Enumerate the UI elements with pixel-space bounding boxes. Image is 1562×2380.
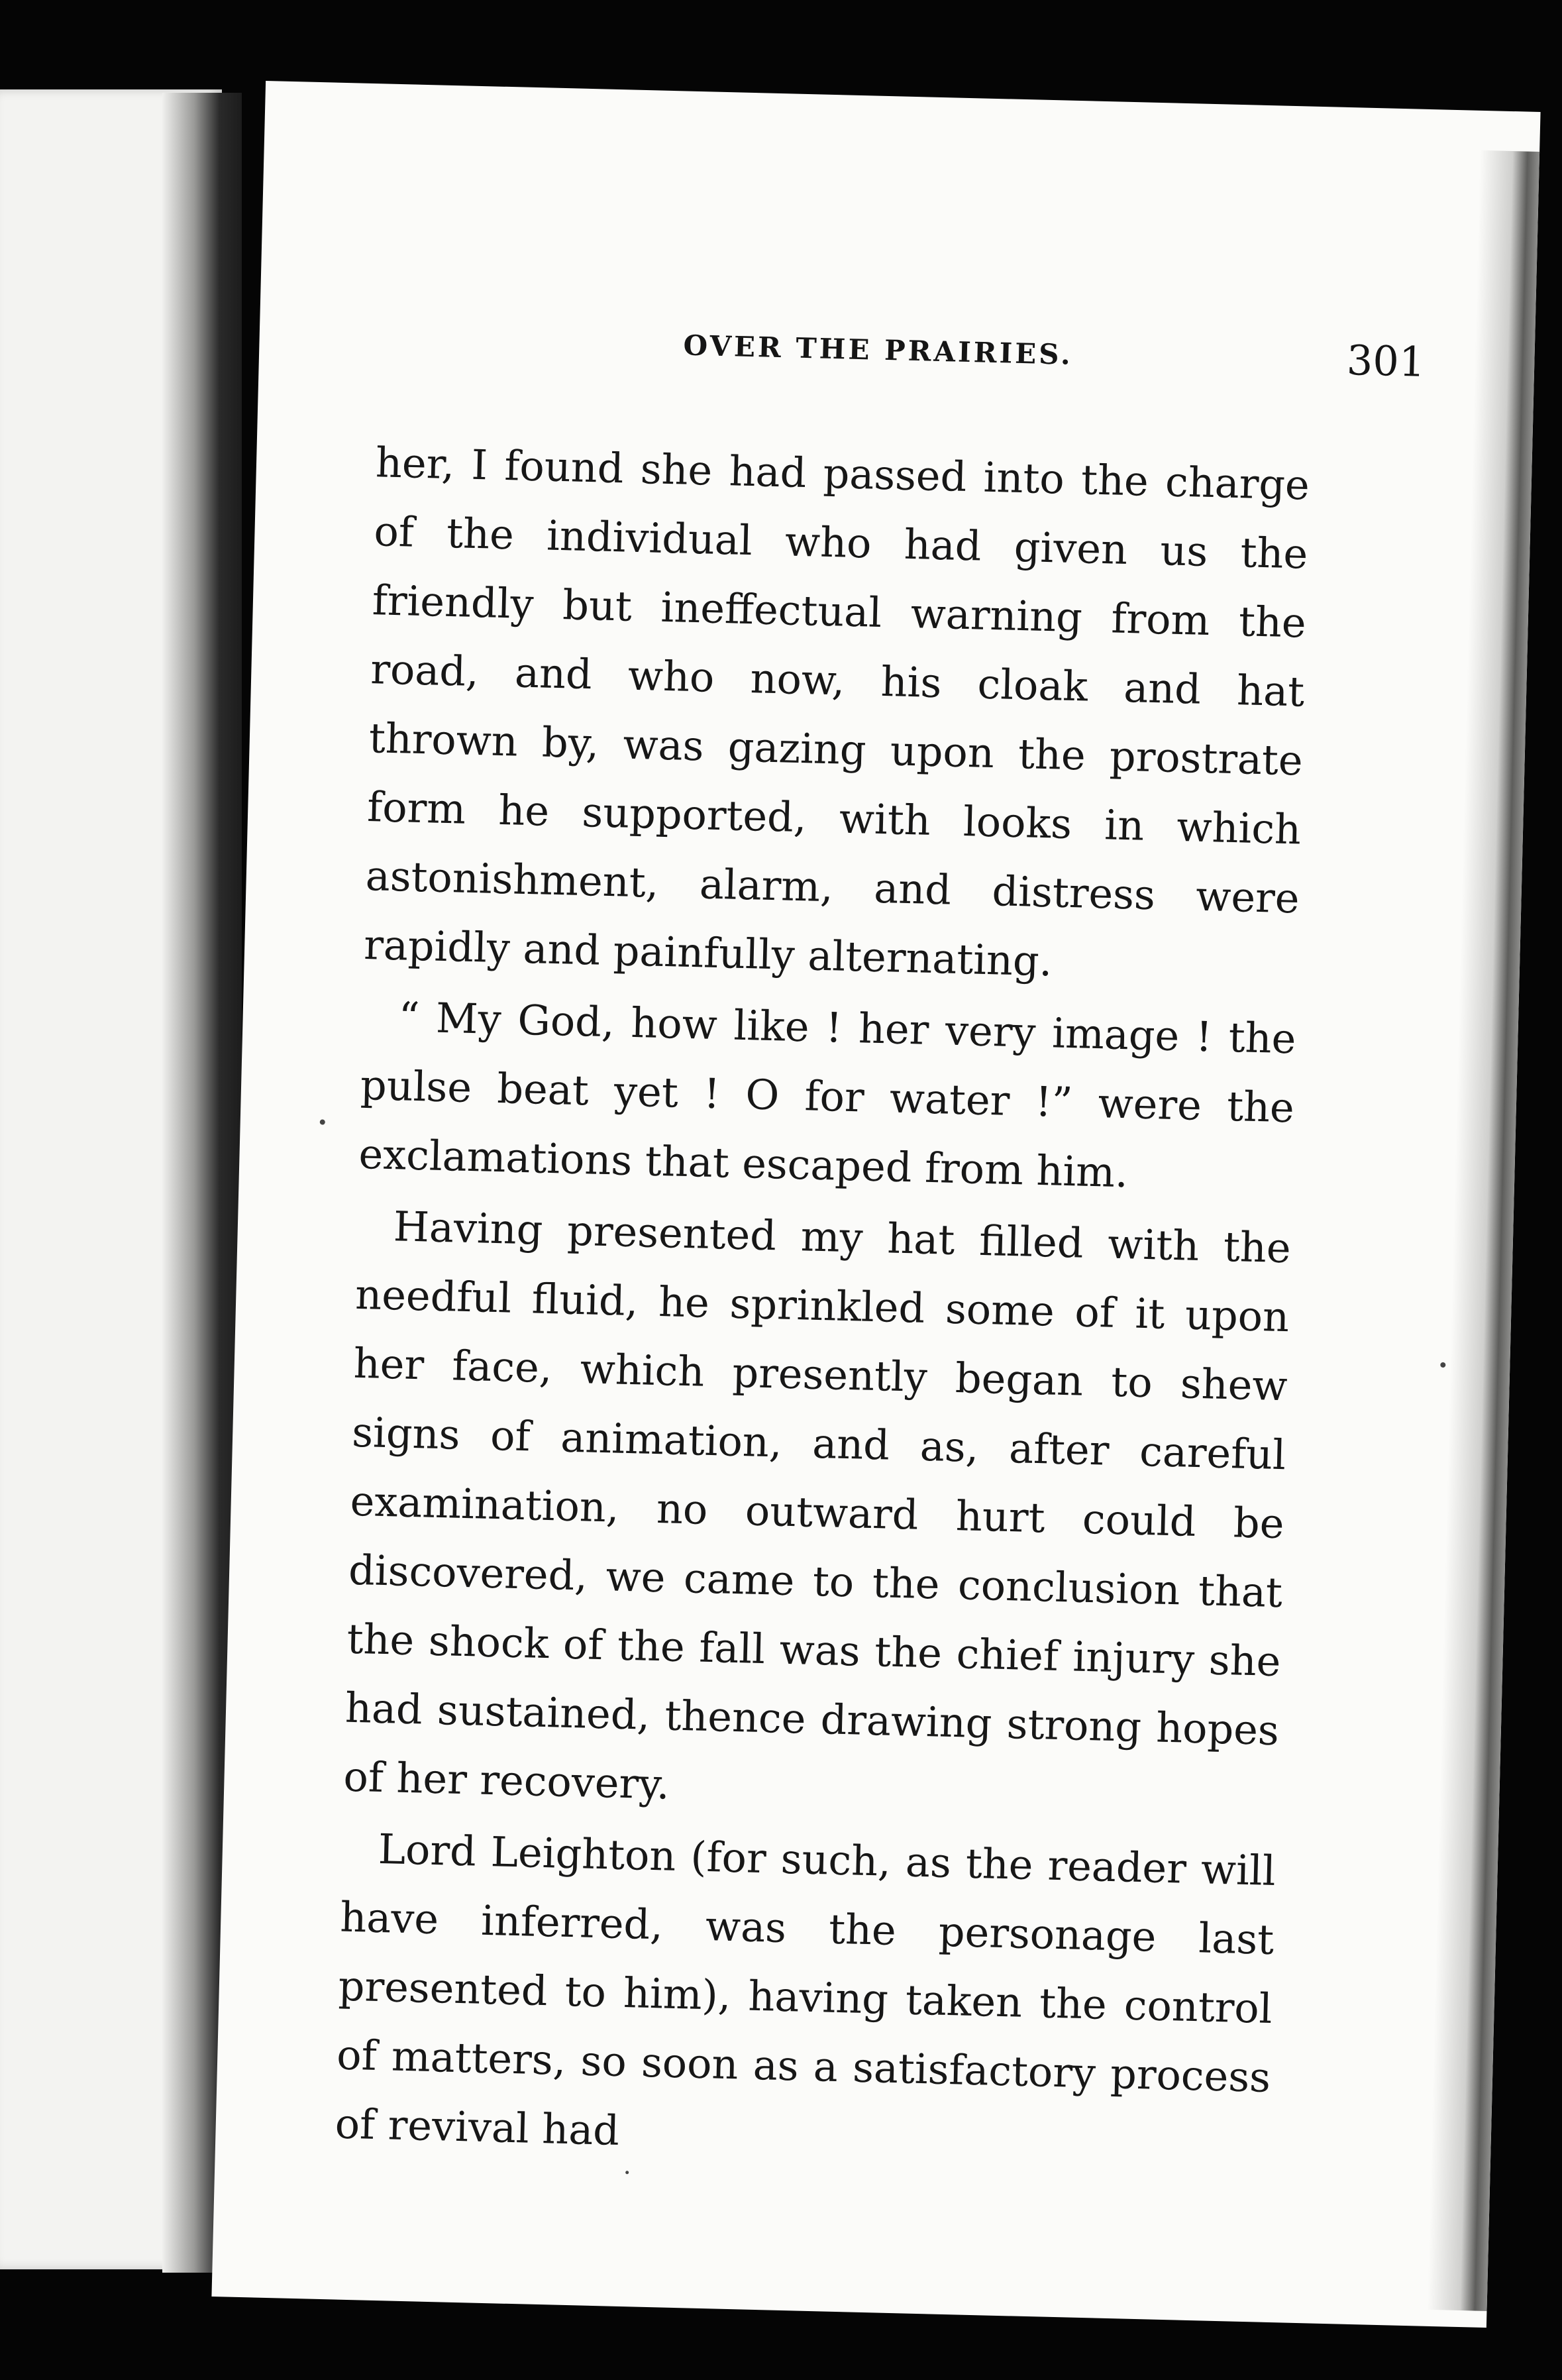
book-page xyxy=(211,81,1540,2328)
paragraph-1: her, I found she had passed into the charge of the individual who had given us the friendly but ineffectual warning from the road, and who now, his cloak and hat thrown by, was gazing upon the prostrate form he supported, with looks in which astonishment, alarm, and distress were rapidly and painfully alternating. xyxy=(363,438,1310,986)
page-body xyxy=(334,428,1310,2184)
paper-speck xyxy=(625,2171,629,2174)
page-edge-shadow xyxy=(1427,150,1539,2311)
paragraph-2: “ My God, how like ! her very image ! the pulse beat yet ! O for water !” were the exclamations that escaped from him. xyxy=(358,993,1297,1197)
running-head: OVER THE PRAIRIES. xyxy=(682,329,1074,371)
paragraph-4: Lord Leighton (for such, as the reader will have inferred, was the personage last presented to him), having taken the control of matters, so soon as a satisfactory process of revival had xyxy=(334,1824,1276,2155)
page-number: 301 xyxy=(1346,335,1426,386)
paper-speck xyxy=(1440,1362,1445,1368)
page-header xyxy=(378,312,1452,398)
paper-speck xyxy=(320,1119,325,1124)
paragraph-3: Having presented my hat filled with the needful fluid, he sprinkled some of it upon her face, which presently began to shew signs of animation, and as, after careful examination, no outward hurt could be discovered, we came to the conclusion that the shock of the fall was the chief injury she had sustained, thence drawing strong hopes of her recovery. xyxy=(342,1202,1292,1809)
